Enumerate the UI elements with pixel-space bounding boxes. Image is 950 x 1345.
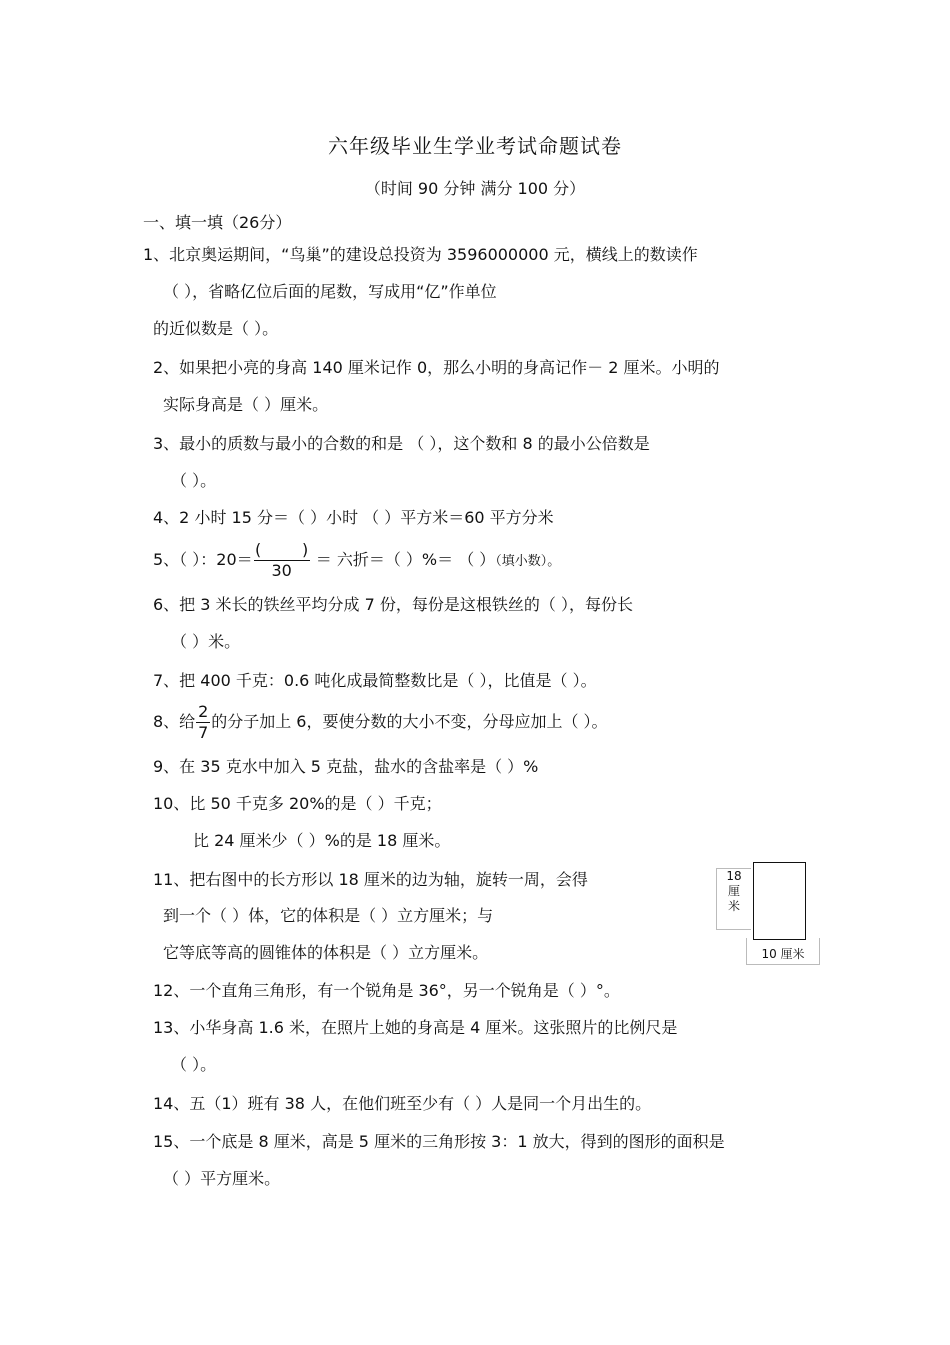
- question-12: 12、一个直角三角形，有一个锐角是 36°，另一个锐角是（ ）°。: [153, 981, 620, 1000]
- rectangle-shape: [753, 862, 806, 940]
- question-1-line-2: （ ），省略亿位后面的尾数，写成用“亿”作单位: [163, 282, 497, 301]
- question-8: [153, 700, 608, 748]
- question-4: 4、2 小时 15 分＝（ ）小时 （ ）平方米＝60 平方分米: [153, 508, 554, 527]
- height-label-unit-1: 厘: [727, 884, 740, 898]
- width-label: 10 厘米: [746, 938, 820, 965]
- question-5-prefix: 5、（ ）：20＝: [153, 550, 253, 569]
- question-3-line-2: （ ）。: [171, 471, 217, 490]
- question-10-line-2: 比 24 厘米少（ ）%的是 18 厘米。: [193, 831, 451, 850]
- question-15-line-2: （ ）平方厘米。: [163, 1169, 281, 1188]
- question-1-line-3: 的近似数是（ ）。: [153, 319, 279, 338]
- question-11-line-3: 它等底等高的圆锥体的体积是（ ）立方厘米。: [163, 943, 489, 962]
- fraction-numerator: 2: [198, 702, 209, 721]
- question-10-line-1: 10、比 50 千克多 20%的是（ ）千克；: [153, 794, 442, 813]
- height-label-number: 18: [726, 869, 742, 883]
- question-2-line-2: 实际身高是（ ）厘米。: [163, 395, 329, 414]
- question-15-line-1: 15、一个底是 8 厘米，高是 5 厘米的三角形按 3：1 放大，得到的图形的面积是: [153, 1132, 725, 1151]
- question-6-line-2: （ ）米。: [171, 632, 241, 651]
- question-5: [153, 540, 560, 586]
- question-8-suffix: 的分子加上 6，要使分数的大小不变，分母应加上（ ）。: [211, 712, 608, 731]
- question-5-suffix: ＝ 六折＝（ ）%＝ （ ）: [310, 550, 496, 569]
- question-5-note: （填小数）。: [495, 554, 561, 569]
- question-3-line-1: 3、最小的质数与最小的合数的和是 （ ），这个数和 8 的最小公倍数是: [153, 434, 650, 453]
- question-5-fraction: [253, 540, 311, 581]
- question-2-line-1: 2、如果把小亮的身高 140 厘米记作 0，那么小明的身高记作－ 2 厘米。小明的: [153, 358, 720, 377]
- fraction-numerator-blank: ( ): [255, 540, 309, 559]
- exam-title: 六年级毕业生学业考试命题试卷: [328, 134, 622, 158]
- fraction-denominator: 7: [198, 723, 209, 742]
- question-13-line-1: 13、小华身高 1.6 米，在照片上她的身高是 4 厘米。这张照片的比例尺是: [153, 1018, 678, 1037]
- question-11-line-1: 11、把右图中的长方形以 18 厘米的边为轴，旋转一周，会得: [153, 870, 588, 889]
- question-8-fraction: [195, 702, 211, 743]
- section-heading: 一、填一填（26分）: [143, 213, 292, 232]
- rectangle-figure: [716, 862, 820, 966]
- question-11-line-2: 到一个（ ）体，它的体积是（ ）立方厘米；与: [163, 906, 494, 925]
- question-9: 9、在 35 克水中加入 5 克盐，盐水的含盐率是（ ）%: [153, 757, 539, 776]
- question-1-line-1: 1、北京奥运期间，“鸟巢”的建设总投资为 3596000000 元，横线上的数读作: [143, 245, 698, 264]
- height-label-unit-2: 米: [727, 899, 740, 913]
- fraction-denominator: 30: [271, 561, 292, 580]
- question-6-line-1: 6、把 3 米长的铁丝平均分成 7 份，每份是这根铁丝的（ ），每份长: [153, 595, 633, 614]
- question-13-line-2: （ ）。: [171, 1055, 217, 1074]
- height-label: [716, 868, 751, 930]
- question-8-prefix: 8、给: [153, 712, 196, 731]
- question-7: 7、把 400 千克：0.6 吨化成最简整数比是（ ），比值是（ ）。: [153, 671, 597, 690]
- exam-subtitle: （时间 90 分钟 满分 100 分）: [364, 179, 586, 198]
- question-14: 14、五（1）班有 38 人，在他们班至少有（ ）人是同一个月出生的。: [153, 1094, 652, 1113]
